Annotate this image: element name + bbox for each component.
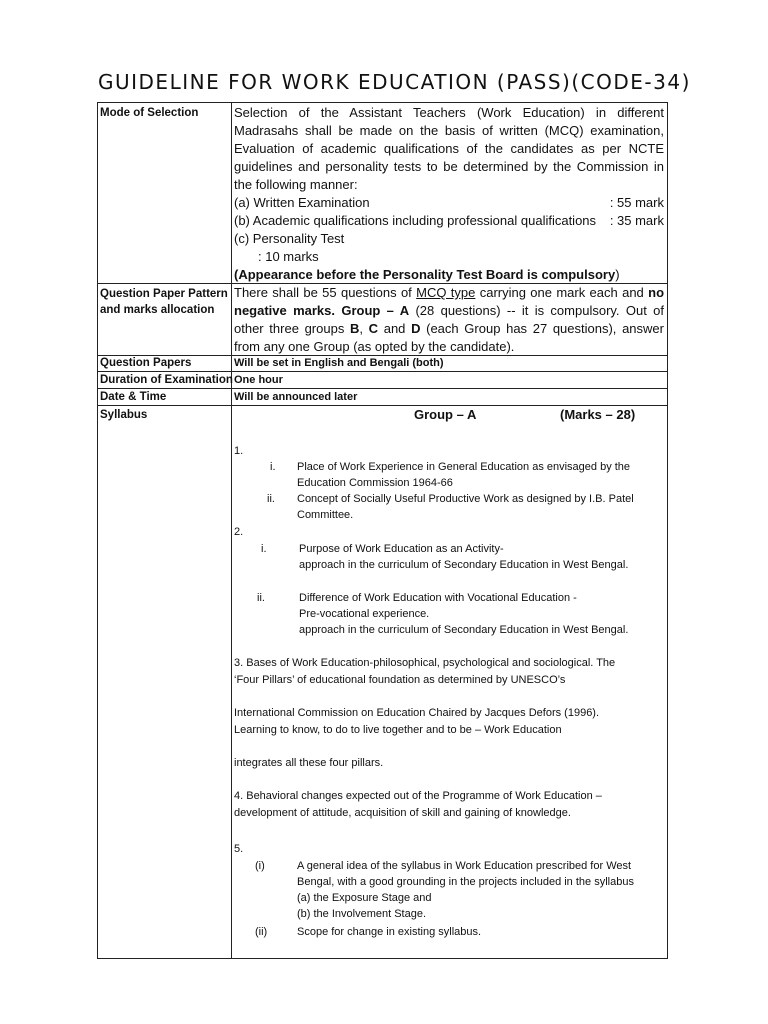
written-exam-marks: : 55 mark — [609, 195, 664, 210]
item-2-i-text-2: approach in the curriculum of Secondary Education in West Bengal. — [299, 559, 629, 571]
pattern-label: Question Paper Pattern and marks allocation — [100, 288, 228, 316]
marks-heading: (Marks – 28) — [560, 407, 636, 422]
row-duration — [98, 372, 667, 389]
item-5-i-text-4: (b) the Involvement Stage. — [297, 908, 427, 920]
duration-value: One hour — [234, 374, 283, 386]
item-5-i-text-3: (a) the Exposure Stage and — [297, 892, 432, 904]
item-1-i-text-2: Education Commission 1964-66 — [297, 477, 453, 489]
item-5-i-number: (i) — [255, 860, 265, 872]
item-3-line-2: ‘Four Pillars’ of educational foundation as determined by UNESCO’s — [234, 674, 566, 686]
row-question-papers — [98, 356, 667, 372]
pattern-value: There shall be 55 questions of MCQ type carrying one mark each and no negative marks. Group – A (28 questions) -- it is compulsory. Out of other three groups B, C and D (each Group has 27 questions), answer from any one Group (as opted by the candidate). — [234, 285, 665, 354]
group-heading: Group – A — [414, 407, 477, 422]
mode-text: Selection of the Assistant Teachers (Work Education) in different Madrasahs shall be made on the basis of written (MCQ) examination, Evaluation of academic qualifications of the candidates as per NCTE guidelines and personality tests to be determined by the Commission in the following manner: — [234, 105, 664, 192]
item-3-line-5: integrates all these four pillars. — [234, 757, 384, 769]
item-1-ii-text-2: Committee. — [297, 509, 354, 521]
item-5-number: 5. — [234, 843, 244, 855]
item-4-line-2: development of attitude, acquisition of skill and gaining of knowledge. — [234, 807, 571, 819]
item-personality: (c) Personality Test — [234, 231, 345, 246]
row-date-time — [98, 389, 667, 406]
academic-marks: : 35 mark — [609, 213, 664, 228]
syllabus-label: Syllabus — [100, 409, 148, 421]
row-mode-of-selection — [98, 103, 667, 284]
item-2-ii-text-2: Pre-vocational experience. — [299, 608, 430, 620]
item-academic: (b) Academic qualifications including professional qualifications : 35 mark — [234, 213, 664, 228]
page-title: GUIDELINE FOR WORK EDUCATION (PASS)(CODE-34) — [98, 70, 691, 94]
personality-note: (Appearance before the Personality Test Board is compulsory) — [234, 267, 620, 282]
duration-label: Duration of Examination — [100, 374, 233, 386]
papers-value: Will be set in English and Bengali (both) — [234, 357, 444, 369]
item-1-i-number: i. — [270, 461, 276, 473]
guideline-table — [97, 102, 668, 959]
mode-label: Mode of Selection — [100, 107, 199, 119]
item-written-exam: (a) Written Examination : 55 mark — [234, 195, 664, 210]
row-question-pattern — [98, 284, 667, 356]
mcq-type: MCQ type — [416, 285, 476, 300]
date-value: Will be announced later — [234, 391, 358, 403]
item-2-ii-number: ii. — [257, 592, 265, 604]
item-1-i-text: Place of Work Experience in General Education as envisaged by the — [297, 461, 631, 473]
item-1-ii-number: ii. — [267, 493, 275, 505]
item-3-line-1: 3. Bases of Work Education-philosophical, psychological and sociological. The — [234, 657, 616, 669]
item-5-i-text-2: Bengal, with a good grounding in the projects included in the syllabus — [297, 876, 634, 888]
date-label: Date & Time — [100, 391, 167, 403]
item-4-line-1: 4. Behavioral changes expected out of the Programme of Work Education – — [234, 790, 602, 802]
item-5-i-text: A general idea of the syllabus in Work Education prescribed for West — [297, 860, 632, 872]
papers-label: Question Papers — [100, 357, 192, 369]
personality-marks: : 10 marks — [258, 249, 319, 264]
item-2-ii-text: Difference of Work Education with Vocational Education - — [299, 592, 577, 604]
item-5-ii-number: (ii) — [255, 926, 268, 938]
mode-value — [234, 104, 664, 284]
item-1-number: 1. — [234, 445, 244, 457]
item-2-i-text: Purpose of Work Education as an Activity- — [299, 543, 504, 555]
item-2-ii-text-3: approach in the curriculum of Secondary Education in West Bengal. — [299, 624, 629, 636]
item-5-ii-text: Scope for change in existing syllabus. — [297, 926, 482, 938]
item-2-i-number: i. — [261, 543, 267, 555]
item-1-ii-text: Concept of Socially Useful Productive Work as designed by I.B. Patel — [297, 493, 634, 505]
item-2-number: 2. — [234, 526, 244, 538]
item-3-line-3: International Commission on Education Chaired by Jacques Defors (1996). — [234, 707, 600, 719]
item-3-line-4: Learning to know, to do to live together and to be – Work Education — [234, 724, 562, 736]
